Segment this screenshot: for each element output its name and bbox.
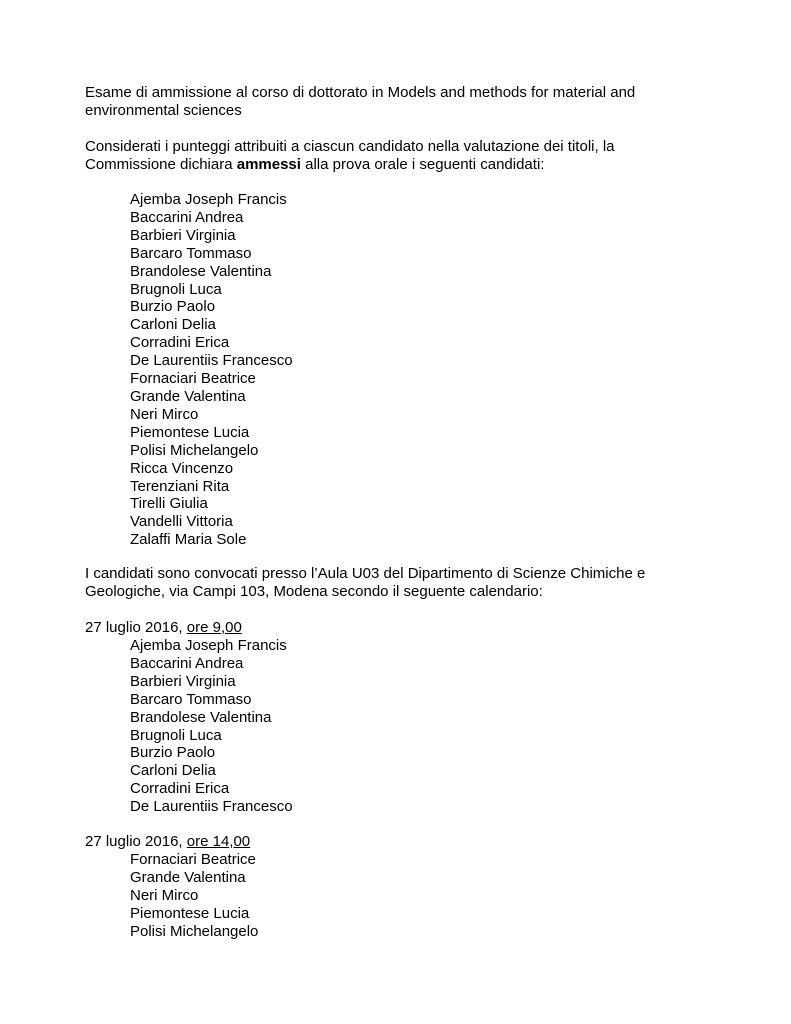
- convocation-line-1: I candidati sono convocati presso l’Aula U03 del Dipartimento di Scienze Chimiche e: [85, 565, 646, 582]
- list-item: Barbieri Virginia: [130, 672, 236, 690]
- convocation-line-2: Geologiche, via Campi 103, Modena secondo il seguente calendario:: [85, 582, 543, 600]
- list-item: Piemontese Lucia: [130, 423, 250, 441]
- list-item: Brandolese Valentina: [130, 262, 272, 280]
- admitted-list: [130, 191, 293, 549]
- list-item: Tirelli Giulia: [130, 495, 208, 513]
- list-item: De Laurentiis Francesco: [130, 798, 293, 816]
- list-item: Fornaciari Beatrice: [130, 370, 256, 388]
- list-item: Polisi Michelangelo: [130, 922, 259, 940]
- list-item: Brandolese Valentina: [130, 708, 272, 726]
- heading-line-2: environmental sciences: [85, 101, 242, 119]
- session-date: 27 luglio 2016,: [85, 619, 187, 636]
- list-item: Polisi Michelangelo: [130, 441, 259, 459]
- list-item: Corradini Erica: [130, 334, 230, 352]
- list-item: De Laurentiis Francesco: [130, 352, 293, 370]
- session-1-heading: [85, 619, 242, 637]
- session-2-list: [130, 851, 258, 941]
- list-item: Carloni Delia: [130, 316, 216, 334]
- list-item: Corradini Erica: [130, 780, 230, 798]
- list-item: Barcaro Tommaso: [130, 244, 252, 262]
- intro-paragraph: [85, 138, 707, 174]
- session-2-heading: [85, 833, 250, 851]
- list-item: Neri Mirco: [130, 405, 199, 423]
- list-item: Grande Valentina: [130, 868, 246, 886]
- list-item: Burzio Paolo: [130, 744, 216, 762]
- list-item: Grande Valentina: [130, 387, 246, 405]
- list-item: Ajemba Joseph Francis: [130, 637, 287, 654]
- intro-line-2-after: alla prova orale i seguenti candidati:: [300, 155, 545, 173]
- intro-line-2-before: Commissione dichiara: [85, 155, 237, 173]
- list-item: Vandelli Vittoria: [130, 513, 233, 531]
- list-item: Barcaro Tommaso: [130, 690, 252, 708]
- list-item: Brugnoli Luca: [130, 280, 222, 298]
- list-item: Ricca Vincenzo: [130, 459, 234, 477]
- list-item: Fornaciari Beatrice: [130, 851, 256, 868]
- list-item: Ajemba Joseph Francis: [130, 191, 287, 208]
- list-item: Baccarini Andrea: [130, 208, 244, 226]
- list-item: Brugnoli Luca: [130, 726, 222, 744]
- intro-bold-word: ammessi: [236, 155, 301, 173]
- session-time: ore 14,00: [186, 833, 251, 850]
- document-heading: [85, 84, 707, 120]
- list-item: Burzio Paolo: [130, 298, 216, 316]
- session-date: 27 luglio 2016,: [85, 833, 187, 850]
- session-1-list: [130, 637, 293, 816]
- list-item: Zalaffi Maria Sole: [130, 531, 247, 549]
- heading-line-1: Esame di ammissione al corso di dottorato in Models and methods for material and: [85, 84, 636, 101]
- list-item: Carloni Delia: [130, 762, 216, 780]
- list-item: Neri Mirco: [130, 886, 199, 904]
- list-item: Piemontese Lucia: [130, 904, 250, 922]
- session-time: ore 9,00: [186, 619, 242, 636]
- intro-line-1: Considerati i punteggi attribuiti a ciascun candidato nella valutazione dei titoli, la: [85, 138, 615, 155]
- list-item: Barbieri Virginia: [130, 226, 236, 244]
- list-item: Terenziani Rita: [130, 477, 230, 495]
- convocation-paragraph: [85, 565, 707, 601]
- list-item: Baccarini Andrea: [130, 654, 244, 672]
